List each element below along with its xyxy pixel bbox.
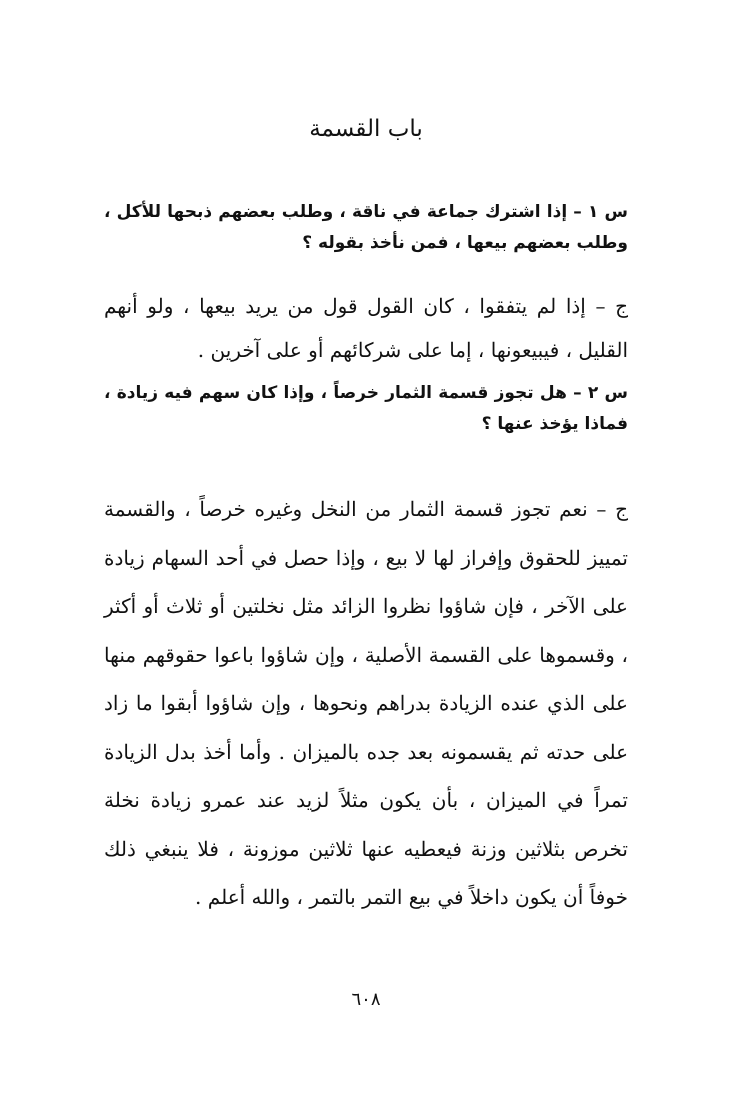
question-2: س ٢ – هل تجوز قسمة الثمار خرصاً ، وإذا كان سهم فيه زيادة ، فماذا يؤخذ عنها ؟ <box>104 383 628 434</box>
answer-2: ج – نعم تجوز قسمة الثمار من النخل وغيره خرصاً ، والقسمة تمييز للحقوق وإفراز لها لا بيع ، وإذا حصل في أحد السهام زيادة على الآخر ، فإن شاؤوا نظروا الزائد مثل نخلتين أو ثلاث أو أكثر ، وقسموها على القسمة الأصلية ، وإن شاؤوا باعوا حقوقهم منها على الذي عنده الزيادة بدراهم ونحوها ، وإن شاؤوا أبقوا ما زاد على حدته ثم يقسمونه بعد جده بالميزان . وأما أخذ بدل الزيادة تمراً في الميزان ، بأن يكون مثلاً لزيد عند عمرو زيادة نخلة تخرص بثلاثين وزنة فيعطيه عنها ثلاثين موزونة ، فلا ينبغي ذلك خوفاً أن يكون داخلاً في بيع التمر بالتمر ، والله أعلم . <box>104 497 628 909</box>
chapter-title: باب القسمة <box>309 116 423 142</box>
question-1: س ١ – إذا اشترك جماعة في ناقة ، وطلب بعضهم ذبحها للأكل ، وطلب بعضهم بيعها ، فمن نأخذ بقوله ؟ <box>104 202 628 253</box>
answer-1: ج – إذا لم يتفقوا ، كان القول قول من يريد بيعها ، ولو أنهم القليل ، فيبيعونها ، إما على شركائهم أو على آخرين . <box>104 294 628 362</box>
page-number: ٦٠٨ <box>351 989 381 1010</box>
